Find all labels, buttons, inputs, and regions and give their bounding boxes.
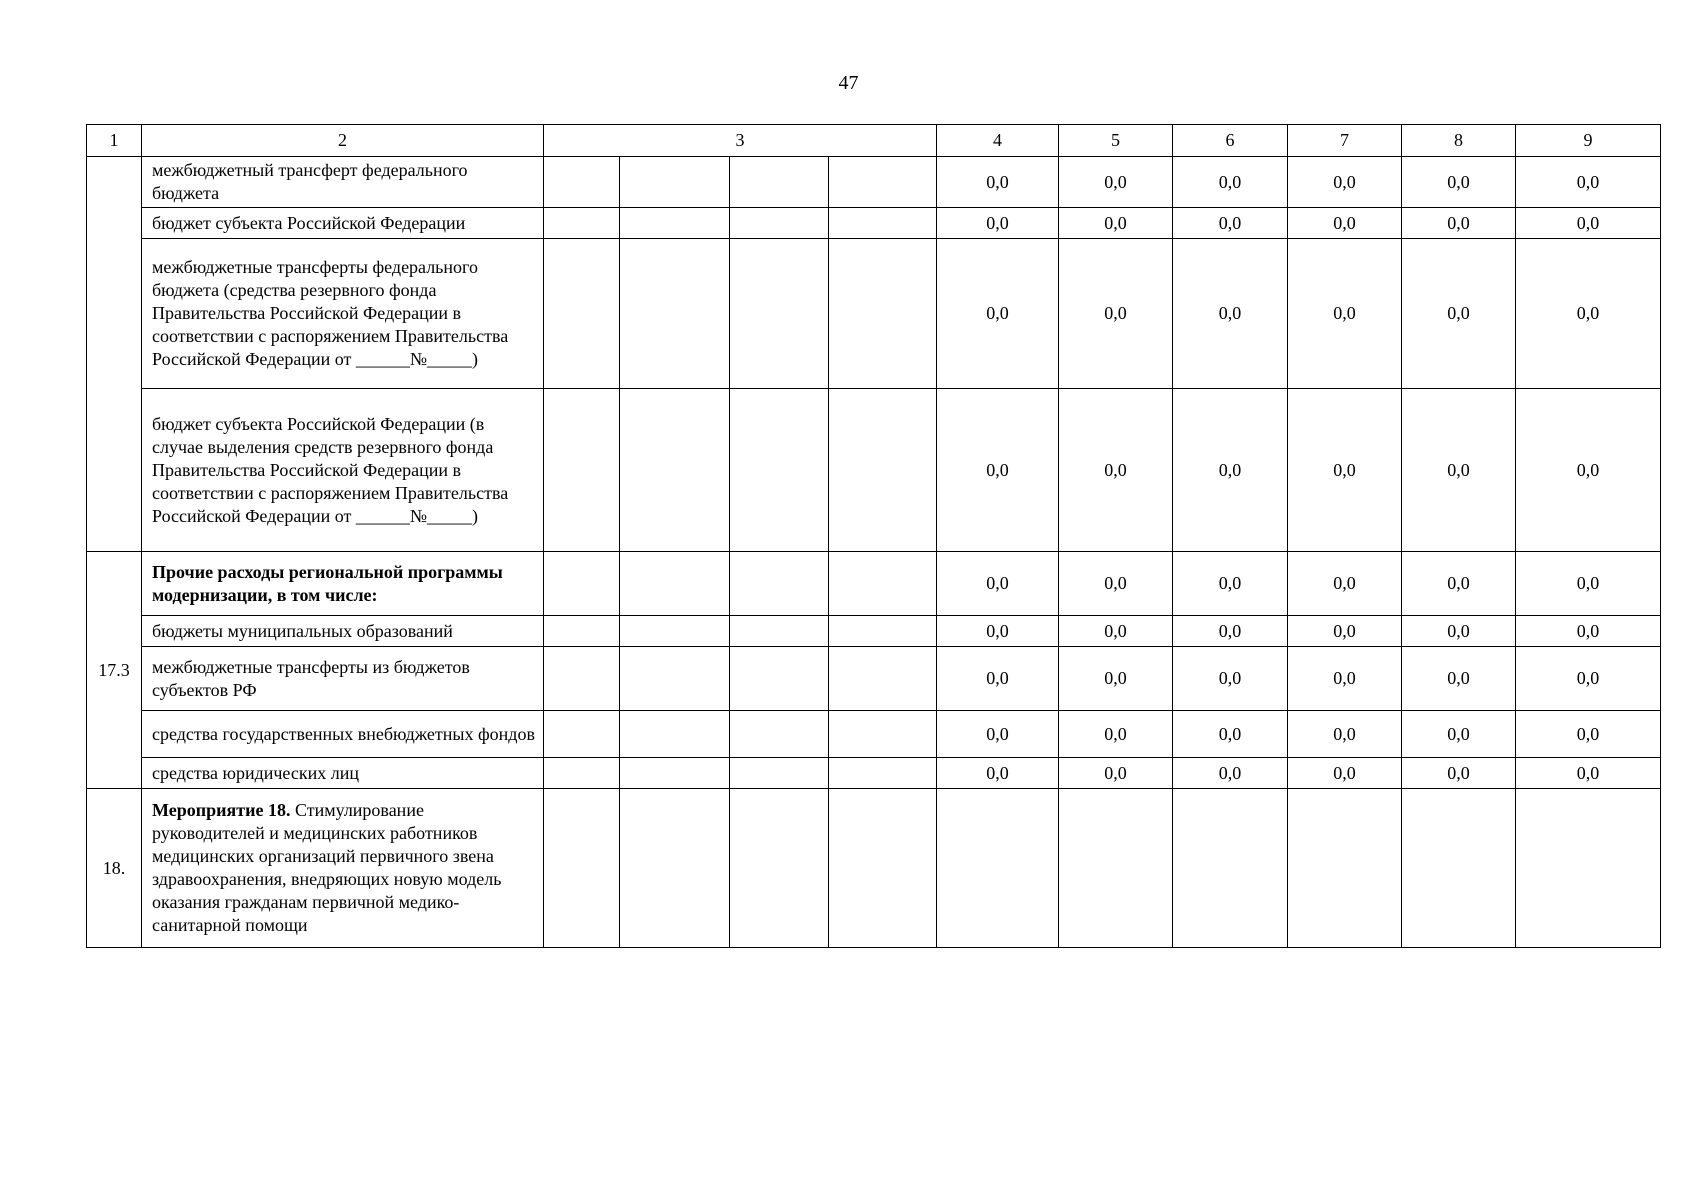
- value-cell: 0,0: [1173, 208, 1288, 239]
- header-cell: 2: [142, 125, 544, 157]
- empty-cell: [544, 157, 620, 208]
- value-cell: 0,0: [1288, 711, 1402, 758]
- value-cell: 0,0: [1059, 389, 1173, 552]
- section-title-rest: Стимулирование руководителей и медицинских работников медицинских организаций первичного звена здравоохранения, внедряющих новую модель оказания гражданам первичной медико-санитарной помощи: [152, 800, 502, 935]
- section-number: 18.: [87, 789, 142, 948]
- row-description: бюджеты муниципальных образований: [142, 616, 544, 647]
- value-cell: 0,0: [1059, 647, 1173, 711]
- empty-cell: [829, 789, 937, 948]
- empty-cell: [730, 389, 829, 552]
- value-cell: 0,0: [1173, 157, 1288, 208]
- value-cell: 0,0: [1059, 208, 1173, 239]
- header-cell: 5: [1059, 125, 1173, 157]
- empty-cell: [544, 239, 620, 389]
- empty-cell: [1402, 789, 1516, 948]
- value-cell: 0,0: [1402, 552, 1516, 616]
- value-cell: 0,0: [1288, 758, 1402, 789]
- empty-cell: [829, 711, 937, 758]
- value-cell: 0,0: [1516, 616, 1661, 647]
- table-row: [87, 239, 1661, 389]
- value-cell: 0,0: [1402, 711, 1516, 758]
- value-cell: 0,0: [937, 552, 1059, 616]
- value-cell: 0,0: [937, 711, 1059, 758]
- value-cell: 0,0: [1516, 239, 1661, 389]
- table-row: [87, 711, 1661, 758]
- header-row: [87, 125, 1661, 157]
- empty-cell: [1059, 789, 1173, 948]
- value-cell: 0,0: [1173, 552, 1288, 616]
- header-cell: 3: [544, 125, 937, 157]
- header-cell: 6: [1173, 125, 1288, 157]
- value-cell: 0,0: [1173, 389, 1288, 552]
- value-cell: 0,0: [1173, 647, 1288, 711]
- empty-cell: [544, 711, 620, 758]
- value-cell: 0,0: [1288, 239, 1402, 389]
- row-description: межбюджетные трансферты федерального бюджета (средства резервного фонда Правительства Российской Федерации в соответствии с распоряжением Правительства Российской Федерации от ______№_____): [142, 239, 544, 389]
- section-title: Прочие расходы региональной программы модернизации, в том числе:: [142, 552, 544, 616]
- empty-cell: [544, 647, 620, 711]
- value-cell: 0,0: [1288, 616, 1402, 647]
- section-number: 17.3: [87, 552, 142, 789]
- row-description: средства юридических лиц: [142, 758, 544, 789]
- row-description: бюджет субъекта Российской Федерации: [142, 208, 544, 239]
- value-cell: 0,0: [1288, 552, 1402, 616]
- row-description: бюджет субъекта Российской Федерации (в случае выделения средств резервного фонда Правительства Российской Федерации в соответствии с распоряжением Правительства Российской Федерации от ______№_____): [142, 389, 544, 552]
- empty-cell: [829, 552, 937, 616]
- table-row: [87, 647, 1661, 711]
- empty-cell: [1173, 789, 1288, 948]
- table-row: [87, 389, 1661, 552]
- value-cell: 0,0: [937, 616, 1059, 647]
- empty-cell: [829, 157, 937, 208]
- empty-cell: [730, 552, 829, 616]
- row-number-cell: [87, 157, 142, 552]
- value-cell: 0,0: [1173, 616, 1288, 647]
- value-cell: 0,0: [1059, 711, 1173, 758]
- empty-cell: [620, 616, 730, 647]
- empty-cell: [730, 208, 829, 239]
- empty-cell: [620, 239, 730, 389]
- value-cell: 0,0: [937, 239, 1059, 389]
- empty-cell: [1516, 789, 1661, 948]
- budget-table: [86, 124, 1661, 948]
- empty-cell: [620, 157, 730, 208]
- value-cell: 0,0: [1516, 208, 1661, 239]
- empty-cell: [544, 208, 620, 239]
- value-cell: 0,0: [1059, 239, 1173, 389]
- value-cell: 0,0: [1402, 157, 1516, 208]
- empty-cell: [1288, 789, 1402, 948]
- value-cell: 0,0: [1516, 157, 1661, 208]
- table-row: [87, 616, 1661, 647]
- empty-cell: [730, 157, 829, 208]
- table-row: [87, 157, 1661, 208]
- empty-cell: [730, 711, 829, 758]
- value-cell: 0,0: [1288, 208, 1402, 239]
- table-row: [87, 789, 1661, 948]
- empty-cell: [937, 789, 1059, 948]
- empty-cell: [544, 552, 620, 616]
- empty-cell: [730, 789, 829, 948]
- empty-cell: [544, 789, 620, 948]
- value-cell: 0,0: [1059, 616, 1173, 647]
- value-cell: 0,0: [1516, 389, 1661, 552]
- header-cell: 8: [1402, 125, 1516, 157]
- empty-cell: [730, 239, 829, 389]
- value-cell: 0,0: [1402, 616, 1516, 647]
- value-cell: 0,0: [1288, 389, 1402, 552]
- value-cell: 0,0: [1516, 552, 1661, 616]
- section-title: [142, 789, 544, 948]
- empty-cell: [620, 647, 730, 711]
- value-cell: 0,0: [1059, 552, 1173, 616]
- value-cell: 0,0: [1402, 239, 1516, 389]
- value-cell: 0,0: [1516, 711, 1661, 758]
- empty-cell: [620, 389, 730, 552]
- empty-cell: [620, 789, 730, 948]
- page-number: 47: [838, 72, 859, 94]
- empty-cell: [730, 647, 829, 711]
- value-cell: 0,0: [937, 389, 1059, 552]
- row-description: межбюджетные трансферты из бюджетов субъектов РФ: [142, 647, 544, 711]
- value-cell: 0,0: [1173, 239, 1288, 389]
- empty-cell: [829, 389, 937, 552]
- header-cell: 9: [1516, 125, 1661, 157]
- value-cell: 0,0: [1402, 208, 1516, 239]
- value-cell: 0,0: [937, 758, 1059, 789]
- value-cell: 0,0: [1402, 389, 1516, 552]
- value-cell: 0,0: [1288, 647, 1402, 711]
- empty-cell: [730, 758, 829, 789]
- empty-cell: [829, 239, 937, 389]
- empty-cell: [829, 616, 937, 647]
- row-description: межбюджетный трансферт федерального бюджета: [142, 157, 544, 208]
- empty-cell: [620, 552, 730, 616]
- empty-cell: [544, 389, 620, 552]
- value-cell: 0,0: [1288, 157, 1402, 208]
- header-cell: 1: [87, 125, 142, 157]
- section-title-bold: Мероприятие 18.: [152, 800, 291, 820]
- value-cell: 0,0: [937, 647, 1059, 711]
- value-cell: 0,0: [1173, 758, 1288, 789]
- value-cell: 0,0: [937, 208, 1059, 239]
- value-cell: 0,0: [1059, 157, 1173, 208]
- value-cell: 0,0: [1516, 758, 1661, 789]
- value-cell: 0,0: [937, 157, 1059, 208]
- table-row: [87, 208, 1661, 239]
- empty-cell: [829, 647, 937, 711]
- header-cell: 4: [937, 125, 1059, 157]
- empty-cell: [544, 758, 620, 789]
- empty-cell: [829, 758, 937, 789]
- value-cell: 0,0: [1402, 758, 1516, 789]
- empty-cell: [829, 208, 937, 239]
- empty-cell: [620, 208, 730, 239]
- table-row: [87, 758, 1661, 789]
- value-cell: 0,0: [1173, 711, 1288, 758]
- value-cell: 0,0: [1059, 758, 1173, 789]
- empty-cell: [620, 758, 730, 789]
- table-row: [87, 552, 1661, 616]
- value-cell: 0,0: [1402, 647, 1516, 711]
- value-cell: 0,0: [1516, 647, 1661, 711]
- row-description: средства государственных внебюджетных фондов: [142, 711, 544, 758]
- empty-cell: [620, 711, 730, 758]
- header-cell: 7: [1288, 125, 1402, 157]
- empty-cell: [730, 616, 829, 647]
- empty-cell: [544, 616, 620, 647]
